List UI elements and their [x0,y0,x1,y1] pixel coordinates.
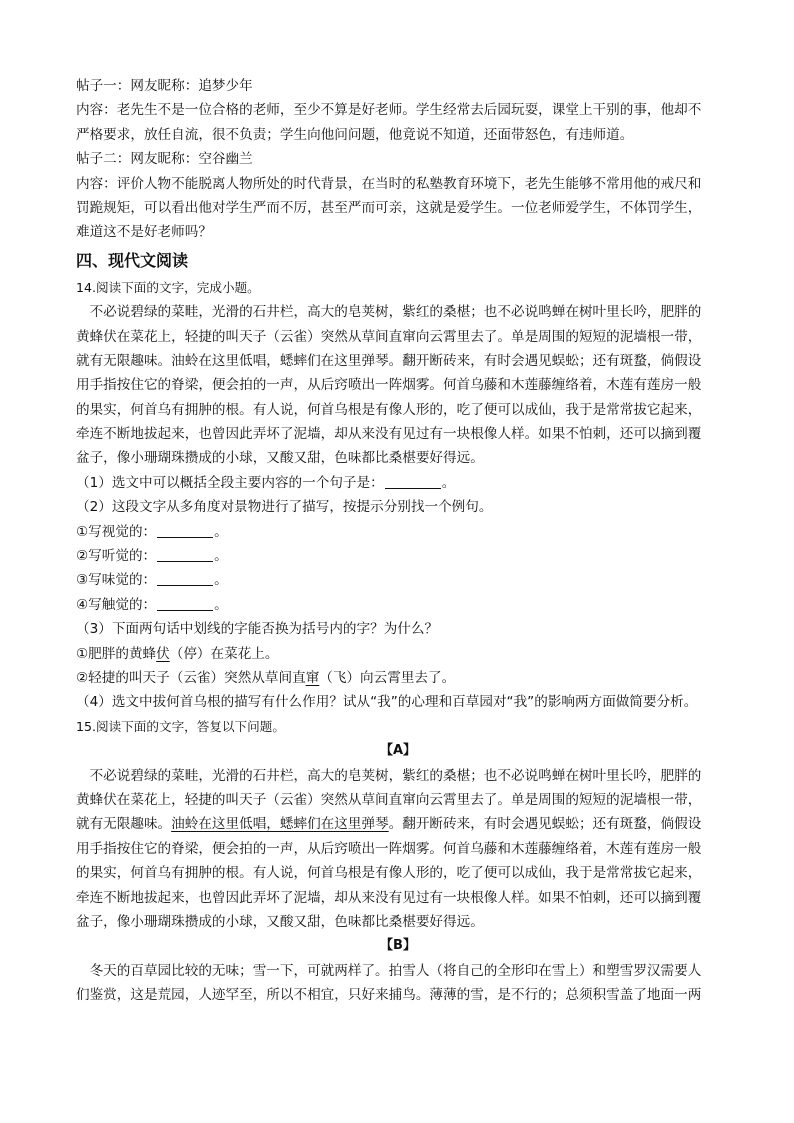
answer-blank[interactable] [157,571,213,586]
post1-content-line: 内容：老先生不是一位合格的老师，至少不算是好老师。学生经常去后园玩耍，课堂上干别的事，他却不 [76,102,702,119]
q14-sub4: （4）选文中拔何首乌根的描写有什么作用？试从“我”的心理和百草园对“我”的影响两方面做简要分析。 [76,694,698,711]
section-heading: 四、现代文阅读 [76,250,189,270]
period: 。 [214,548,228,565]
period: 。 [214,523,228,540]
q14-passage-line: 牵连不断地拔起来，也曾因此弄坏了泥墙，却从来没有见过有一块根像人样。如果不怕刺，还可以摘到覆 [76,426,702,443]
passage-a-label: 【A】 [379,743,417,759]
q14-sub2: （2）这段文字从多角度对景物进行了描写，按提示分别找一个例句。 [76,499,493,516]
q14-sub1-text: （1）选文中可以概括全段主要内容的一个句子是： [76,474,384,491]
period: 。 [214,572,228,589]
post2-content-line: 罚跪规矩，可以看出他对学生严而不厉，甚至严而可亲，这就是爱学生。一位老师爱学生，不体罚学生， [76,199,702,216]
q14-passage-line: 不必说碧绿的菜畦，光滑的石井栏，高大的皂荚树，紫红的桑椹；也不必说鸣蝉在树叶里长吟，肥胖的 [76,304,702,321]
q14-sense-visual [76,520,720,544]
q14-passage-line: 盆子，像小珊瑚珠攒成的小球，又酸又甜，色味都比桑椹要好得远。 [76,450,484,467]
q15-b-line: 冬天的百草园比较的无味；雪一下，可就两样了。拍雪人（将自己的全形印在雪上）和塑雪罗汉需要人 [76,962,702,979]
passage-text: 。翻开断砖来，有时会遇见蜈蚣；还有斑蝥，倘假设 [388,816,702,833]
answer-blank[interactable] [385,474,441,489]
q15-a-line: 用手指按住它的脊梁，便会拍的一声，从后窍喷出一阵烟雾。何首乌藤和木莲藤缠络着，木莲有莲房一般 [76,840,702,857]
post1-header: 帖子一：网友昵称：追梦少年 [76,78,253,94]
q14-sub3-sentence-a [76,642,720,666]
q15-a-line [76,812,720,836]
q14-sub3-sentence-b [76,666,720,690]
q15-a-line: 的果实，何首乌有拥肿的根。有人说，何首乌根是有像人形的，吃了便可以成仙，我于是常常拔它起来， [76,865,702,882]
sentence-text: ①肥胖的黄蜂 [76,645,157,662]
sense-label: ②写听觉的： [76,548,157,565]
q14-sense-taste [76,568,720,592]
post2-content-line: 难道这不是好老师吗？ [76,224,212,241]
q14-passage-line: 的果实，何首乌有拥肿的根。有人说，何首乌根是有像人形的，吃了便可以成仙，我于是常常拔它起来， [76,401,702,418]
q15-a-line: 黄蜂伏在菜花上，轻捷的叫天子（云雀）突然从草间直窜向云霄里去了。单是周围的短短的泥墙根一带， [76,791,702,808]
q15-a-line: 牵连不断地拔起来，也曾因此弄坏了泥墙，却从来没有见过有一块根像人样。如果不怕刺，还可以摘到覆 [76,889,702,906]
q14-stem: 14.阅读下面的文字，完成小题。 [76,279,260,295]
q15-stem: 15.阅读下面的文字，答复以下问题。 [76,718,285,734]
q14-passage-line: 黄蜂伏在菜花上，轻捷的叫天子（云雀）突然从草间直窜向云霄里去了。单是周围的短短的泥墙根一带， [76,328,702,345]
q15-a-line: 盆子，像小珊瑚珠攒成的小球，又酸又甜，色味都比桑椹要好得远。 [76,913,484,930]
answer-blank[interactable] [157,547,213,562]
sentence-text: ②轻捷的叫天子（云雀）突然从草间直 [76,669,306,686]
sentence-text: （停）在菜花上。 [169,645,279,662]
q14-passage-line: 用手指按住它的脊梁，便会拍的一声，从后窍喷出一阵烟雾。何首乌藤和木莲藤缠络着，木莲有莲房一般 [76,377,702,394]
underlined-char: 伏 [156,645,170,662]
q15-b-line: 们鉴赏，这是荒园，人迹罕至，所以不相宜，只好来捕鸟。薄薄的雪，是不行的；总须积雪盖了地面一两 [76,987,702,1004]
underlined-sentence: 油蛉在这里低唱，蟋蟀们在这里弹琴 [171,816,389,833]
q14-sense-auditory [76,544,720,568]
sentence-text: （飞）向云霄里去了。 [319,669,456,686]
answer-blank[interactable] [157,596,213,611]
q14-passage-line: 就有无限趣味。油蛉在这里低唱，蟋蟀们在这里弹琴。翻开断砖来，有时会遇见蜈蚣；还有斑蝥，倘假设 [76,352,702,369]
post2-header: 帖子二：网友昵称：空谷幽兰 [76,151,253,168]
period: 。 [214,596,228,613]
underlined-char: 窜 [305,669,320,686]
post1-content-line: 严格要求，放任自流，很不负责；学生向他问问题，他竟说不知道，还面带怒色，有违师道。 [76,126,634,143]
q14-sense-touch [76,593,720,617]
period: 。 [441,474,456,491]
q14-sub3: （3）下面两句话中划线的字能否换为括号内的字？为什么？ [76,621,439,638]
sense-label: ①写视觉的： [76,523,157,540]
passage-b-label: 【B】 [380,938,416,954]
answer-blank[interactable] [157,523,213,538]
post2-content-line: 内容：评价人物不能脱离人物所处的时代背景，在当时的私塾教育环境下，老先生能够不常用他的戒尺和 [76,175,702,192]
q14-sub1 [76,471,720,495]
q15-a-line: 不必说碧绿的菜畦，光滑的石井栏，高大的皂荚树，紫红的桑椹；也不必说鸣蝉在树叶里长吟，肥胖的 [76,767,702,784]
passage-text: 就有无限趣味。 [76,816,172,833]
document-page [76,74,720,1007]
sense-label: ④写触觉的： [76,596,157,613]
sense-label: ③写味觉的： [76,572,157,589]
